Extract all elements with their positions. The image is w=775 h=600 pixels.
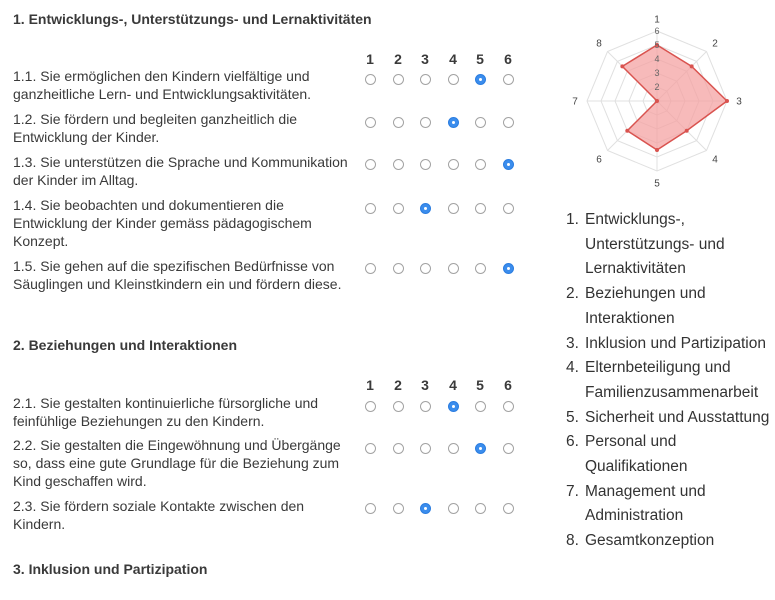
rating-radio-4[interactable] [448, 503, 459, 514]
rating-radio-2[interactable] [393, 443, 404, 454]
rating-radio-6[interactable] [503, 117, 514, 128]
question-text: 2.2. Sie gestalten die Eingewöhnung und Übergänge so, dass eine gute Grundlage für die Beziehung zum Kind geschaffen wird. [13, 437, 341, 489]
scale-label: 3 [421, 377, 429, 393]
radar-scale-label: 4 [654, 54, 660, 64]
radar-legend [566, 208, 771, 554]
scale-label: 2 [394, 377, 402, 393]
rating-radio-6[interactable] [503, 203, 514, 214]
radar-scale-label: 5 [654, 40, 660, 50]
radar-data-point [690, 64, 694, 68]
radar-data-point [655, 148, 659, 152]
rating-radio-2[interactable] [393, 503, 404, 514]
rating-radio-5[interactable] [475, 159, 486, 170]
rating-radio-6[interactable] [503, 159, 514, 170]
rating-radio-3[interactable] [420, 401, 431, 412]
rating-radio-1[interactable] [365, 117, 376, 128]
radar-axis-label: 8 [596, 38, 602, 50]
scale-label: 4 [449, 51, 457, 67]
rating-radio-4[interactable] [448, 401, 459, 412]
rating-radio-1[interactable] [365, 263, 376, 274]
radar-axis-label: 7 [572, 96, 578, 108]
scale-label: 3 [421, 51, 429, 67]
rating-radio-5[interactable] [475, 443, 486, 454]
legend-item: 3. Inklusion und Partizipation [566, 334, 766, 352]
rating-radio-5[interactable] [475, 401, 486, 412]
rating-radio-2[interactable] [393, 401, 404, 412]
rating-radio-6[interactable] [503, 443, 514, 454]
scale-label: 6 [504, 377, 512, 393]
rating-radio-3[interactable] [420, 159, 431, 170]
rating-radio-3[interactable] [420, 443, 431, 454]
legend-item: 5. Sicherheit und Ausstattung [566, 408, 770, 426]
rating-radio-1[interactable] [365, 401, 376, 412]
rating-radio-1[interactable] [365, 203, 376, 214]
rating-radio-5[interactable] [475, 117, 486, 128]
radar-scale-label: 3 [654, 68, 660, 78]
radar-data-point [725, 99, 729, 103]
section-title: 1. Entwicklungs-, Unterstützungs- und Lernaktivitäten [13, 11, 372, 27]
radar-axis-label: 4 [712, 154, 718, 166]
rating-radio-1[interactable] [365, 159, 376, 170]
question-text: 2.3. Sie fördern soziale Kontakte zwischen den Kindern. [13, 498, 305, 532]
rating-radio-2[interactable] [393, 74, 404, 85]
legend-item: 8. Gesamtkonzeption [566, 532, 715, 550]
rating-radio-5[interactable] [475, 263, 486, 274]
question-text: 1.3. Sie unterstützen die Sprache und Kommunikation der Kinder im Alltag. [13, 154, 348, 188]
rating-radio-4[interactable] [448, 263, 459, 274]
rating-radio-2[interactable] [393, 263, 404, 274]
rating-radio-5[interactable] [475, 74, 486, 85]
radar-axis-label: 1 [654, 14, 660, 26]
radar-scale-label: 2 [654, 82, 660, 92]
rating-radio-3[interactable] [420, 203, 431, 214]
scale-label: 5 [476, 377, 484, 393]
scale-label: 5 [476, 51, 484, 67]
legend-item: 2. Beziehungen und Interaktionen [566, 285, 706, 327]
question-text: 1.4. Sie beobachten und dokumentieren die Entwicklung der Kinder gemäss pädagogischem Konzept. [13, 197, 312, 249]
rating-radio-4[interactable] [448, 117, 459, 128]
rating-radio-1[interactable] [365, 74, 376, 85]
rating-radio-4[interactable] [448, 203, 459, 214]
radar-scale-label: 6 [654, 26, 660, 36]
scale-label: 1 [366, 377, 374, 393]
rating-radio-6[interactable] [503, 401, 514, 412]
rating-radio-5[interactable] [475, 203, 486, 214]
question-text: 1.2. Sie fördern und begleiten ganzheitlich die Entwicklung der Kinder. [13, 111, 298, 145]
rating-radio-4[interactable] [448, 74, 459, 85]
radar-data-point [685, 129, 689, 133]
radar-data-point [655, 99, 659, 103]
rating-radio-3[interactable] [420, 74, 431, 85]
radar-axis-label: 3 [736, 96, 742, 108]
question-text: 1.5. Sie gehen auf die spezifischen Bedürfnisse von Säuglingen und Kleinstkindern ein und fördern diese. [13, 258, 342, 292]
radar-axis-label: 6 [596, 154, 602, 166]
scale-label: 2 [394, 51, 402, 67]
rating-radio-6[interactable] [503, 74, 514, 85]
radar-data-point [620, 64, 624, 68]
rating-radio-4[interactable] [448, 159, 459, 170]
scale-label: 4 [449, 377, 457, 393]
rating-radio-5[interactable] [475, 503, 486, 514]
rating-radio-3[interactable] [420, 117, 431, 128]
rating-radio-4[interactable] [448, 443, 459, 454]
radar-data-area [622, 45, 727, 150]
legend-item: 7. Management und Administration [566, 482, 706, 525]
rating-radio-3[interactable] [420, 503, 431, 514]
section-title: 3. Inklusion und Partizipation [13, 561, 208, 577]
rating-radio-2[interactable] [393, 159, 404, 170]
radar-data-point [625, 129, 629, 133]
question-text: 1.1. Sie ermöglichen den Kindern vielfältige und ganzheitliche Lern- und Entwicklungsaktivitäten. [13, 68, 312, 102]
scale-label: 1 [366, 51, 374, 67]
rating-radio-2[interactable] [393, 117, 404, 128]
radar-axis-label: 5 [654, 178, 660, 190]
scale-label: 6 [504, 51, 512, 67]
radar-axis-label: 2 [712, 38, 718, 50]
legend-item: 1. Entwicklungs-, Unterstützungs- und Lernaktivitäten [566, 211, 725, 278]
rating-radio-6[interactable] [503, 503, 514, 514]
legend-item: 6. Personal und Qualifikationen [566, 433, 688, 476]
radar-chart [560, 5, 760, 195]
rating-radio-1[interactable] [365, 443, 376, 454]
section-title: 2. Beziehungen und Interaktionen [13, 337, 238, 353]
question-text: 2.1. Sie gestalten kontinuierliche fürsorgliche und feinfühlige Beziehungen zu den Kindern. [13, 395, 319, 429]
rating-radio-1[interactable] [365, 503, 376, 514]
legend-item: 4. Elternbeteiligung und Familienzusammenarbeit [566, 359, 759, 401]
rating-radio-6[interactable] [503, 263, 514, 274]
rating-radio-3[interactable] [420, 263, 431, 274]
rating-radio-2[interactable] [393, 203, 404, 214]
